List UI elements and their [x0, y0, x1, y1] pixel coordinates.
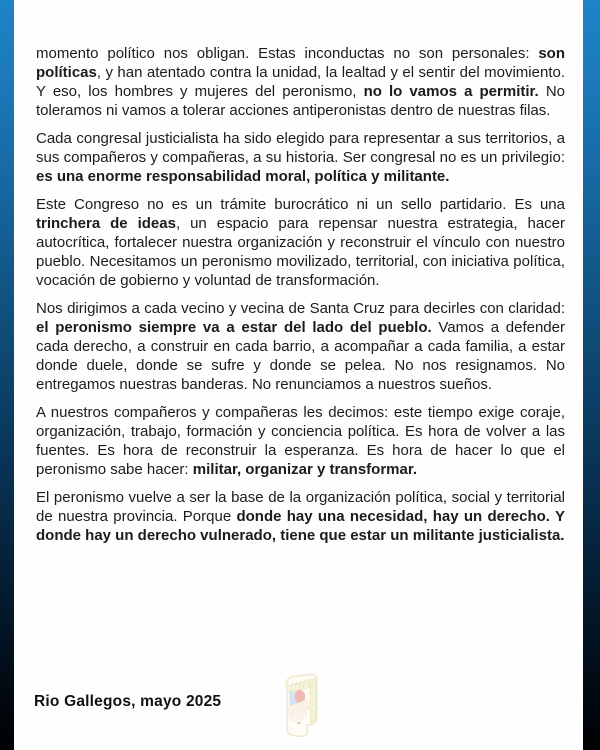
paragraph: [36, 299, 565, 394]
text-segment: A nuestros compañeros y compañeras les decimos: este tiempo exige coraje, organización, trabajo, formación y conciencia política. Es hora de volver a las fuentes. Es hora de reconstruir la esperanza. Es hora de hacer lo que el peronismo sabe hacer:: [36, 404, 565, 478]
text-segment: El peronismo vuelve a ser la base de la organización política, social y territorial de nuestra provincia. Porque: [36, 489, 565, 525]
paragraph: [36, 403, 565, 479]
text-segment: trinchera de ideas: [36, 215, 176, 232]
text-segment: el peronismo siempre va a estar del lado del pueblo.: [36, 319, 432, 336]
paragraph: [36, 488, 565, 545]
text-segment: son políticas: [36, 45, 565, 81]
document-body: [36, 44, 565, 554]
paragraph: [36, 44, 565, 120]
text-segment: Vamos a defender cada derecho, a construir en cada barrio, a acompañar a cada familia, a estar donde duele, donde se sufre y donde se pelea. No nos resignamos. No entregamos nuestras banderas. No renunciamos a nuestros sueños.: [36, 319, 565, 393]
text-segment: no lo vamos a permitir.: [363, 83, 539, 100]
text-segment: es una enorme responsabilidad moral, política y militante.: [36, 168, 450, 185]
document-page: [14, 0, 583, 750]
background-stripe-right: [582, 0, 600, 750]
text-segment: Cada congresal justicialista ha sido elegido para representar a sus territorios, a sus compañeros y compañeras, a su historia. Ser congresal no es un privilegio:: [36, 130, 565, 166]
background-stripe-left: [0, 0, 14, 750]
partido-justicialista-shield-icon: [280, 672, 322, 740]
text-segment: donde hay una necesidad, hay un derecho. Y donde hay un derecho vulnerado, tiene que estar un militante justicialista.: [36, 508, 566, 544]
text-segment: Este Congreso no es un trámite burocrático ni un sello partidario. Es una: [36, 196, 565, 213]
paragraph: [36, 195, 565, 290]
text-segment: , y han atentado contra la unidad, la lealtad y el sentir del movimiento. Y eso, los hombres y mujeres del peronismo,: [36, 64, 565, 100]
text-segment: momento político nos obligan. Estas inconductas no son personales:: [36, 45, 539, 62]
text-segment: , un espacio para repensar nuestra estrategia, hacer autocrítica, fortalecer nuestra organización y reconstruir el vínculo con nuestro pueblo. Necesitamos un peronismo movilizado, territorial, con iniciativa política, vocación de gobierno y voluntad de transformación.: [36, 215, 566, 289]
dateline: Rio Gallegos, mayo 2025: [34, 693, 222, 710]
text-segment: No toleramos ni vamos a tolerar acciones antiperonistas dentro de nuestras filas.: [36, 83, 566, 119]
text-segment: Nos dirigimos a cada vecino y vecina de Santa Cruz para decirles con claridad:: [36, 300, 565, 317]
paragraph: [36, 129, 565, 186]
text-segment: militar, organizar y transformar.: [192, 461, 418, 478]
